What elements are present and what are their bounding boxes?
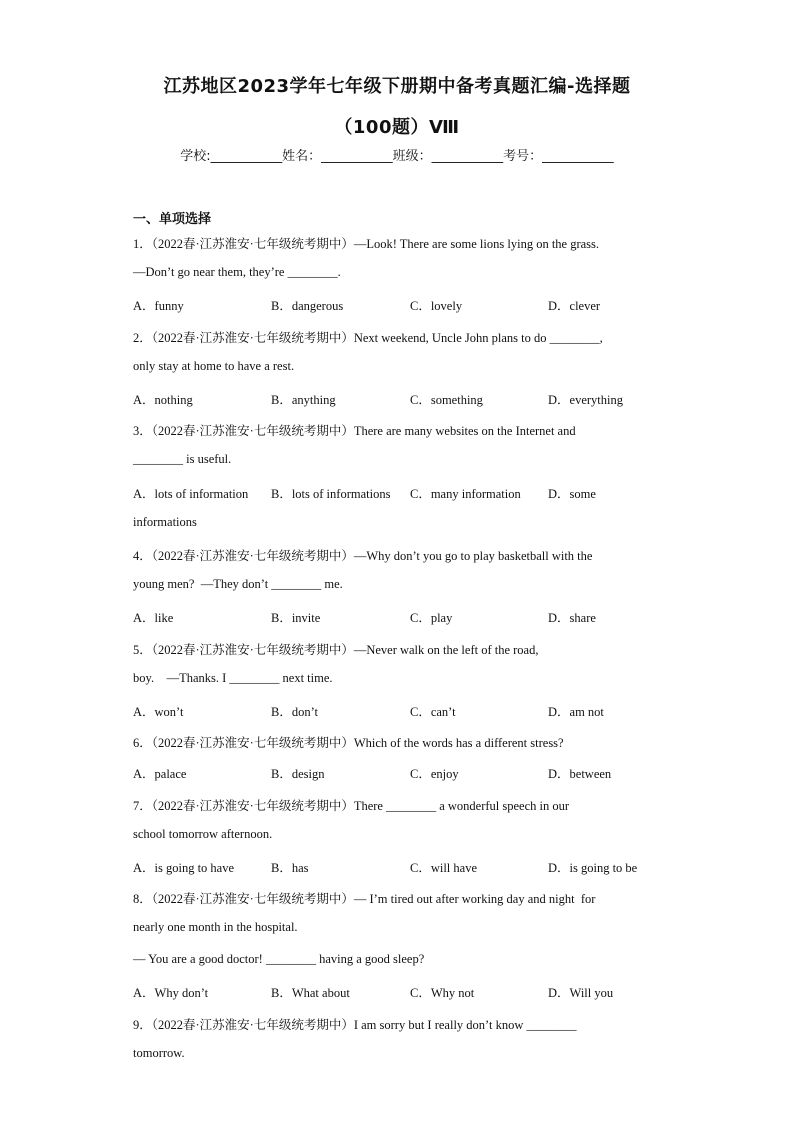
question-4-text: 4．（2022春·江苏淮安·七年级统考期中）—Why don’t you go to play basketball with the	[133, 549, 593, 563]
option-a[interactable]: A．Why don’t	[133, 986, 209, 1000]
section-title: 一、单项选择	[133, 212, 212, 227]
question-1-text: 1．（2022春·江苏淮安·七年级统考期中）—Look! There are some lions lying on the grass.	[133, 237, 600, 251]
option-c[interactable]: C．can’t	[410, 705, 456, 719]
question-3-text: 3．（2022春·江苏淮安·七年级统考期中）There are many websites on the Internet and	[133, 424, 576, 438]
option-a[interactable]: A．is going to have	[133, 861, 235, 875]
question-6-text: 6．（2022春·江苏淮安·七年级统考期中）Which of the words has a different stress?	[133, 736, 564, 750]
question-3-text: ________ is useful.	[133, 452, 232, 466]
question-8-text: — You are a good doctor! ________ having a good sleep?	[133, 952, 425, 966]
question-8-text: nearly one month in the hospital.	[133, 920, 298, 934]
question-8-text: 8．（2022春·江苏淮安·七年级统考期中）— I’m tired out after working day and night for	[133, 892, 596, 906]
option-b[interactable]: B．has	[271, 861, 309, 875]
option-d[interactable]: D．share	[548, 611, 596, 625]
option-d[interactable]: D．between	[548, 767, 612, 781]
option-c[interactable]: C．will have	[410, 861, 478, 875]
question-9-text: tomorrow.	[133, 1046, 185, 1060]
question-1-text: —Don’t go near them, they’re ________.	[133, 265, 341, 279]
option-c[interactable]: C．enjoy	[410, 767, 459, 781]
option-a[interactable]: A．nothing	[133, 393, 193, 407]
option-d[interactable]: D．some	[548, 487, 596, 501]
option-d[interactable]: D．am not	[548, 705, 604, 719]
option-b[interactable]: B．anything	[271, 393, 336, 407]
question-5-text: boy. —Thanks. I ________ next time.	[133, 671, 333, 685]
option-c[interactable]: C．something	[410, 393, 483, 407]
option-a[interactable]: A．palace	[133, 767, 187, 781]
option-c[interactable]: C．lovely	[410, 299, 463, 313]
question-7-text: 7．（2022春·江苏淮安·七年级统考期中）There ________ a wonderful speech in our	[133, 799, 570, 813]
question-7-text: school tomorrow afternoon.	[133, 827, 273, 841]
question-2-text: only stay at home to have a rest.	[133, 359, 295, 373]
question-2-text: 2．（2022春·江苏淮安·七年级统考期中）Next weekend, Uncle John plans to do ________,	[133, 331, 603, 345]
option-b[interactable]: B．don’t	[271, 705, 318, 719]
question-9-text: 9．（2022春·江苏淮安·七年级统考期中）I am sorry but I really don’t know ________	[133, 1018, 577, 1032]
option-b[interactable]: B．invite	[271, 611, 321, 625]
page-subtitle: （100题）Ⅷ	[334, 117, 460, 138]
option-b[interactable]: B．What about	[271, 986, 350, 1000]
option-c[interactable]: C．many information	[410, 487, 521, 501]
page-title: 江苏地区2023学年七年级下册期中备考真题汇编-选择题	[163, 76, 631, 97]
question-5-text: 5．（2022春·江苏淮安·七年级统考期中）—Never walk on the left of the road,	[133, 643, 539, 657]
option-d[interactable]: D．everything	[548, 393, 623, 407]
student-info-line: 学校:___________姓名：___________班级：___________考号：___________	[180, 149, 614, 164]
option-a[interactable]: A．like	[133, 611, 174, 625]
option-a[interactable]: A．won’t	[133, 705, 184, 719]
option-a[interactable]: A．funny	[133, 299, 184, 313]
question-4-text: young men? —They don’t ________ me.	[133, 577, 343, 591]
option-d[interactable]: D．is going to be	[548, 861, 638, 875]
question-3-option-d-continued: informations	[133, 515, 197, 529]
option-b[interactable]: B．lots of informations	[271, 487, 391, 501]
option-b[interactable]: B．design	[271, 767, 325, 781]
option-d[interactable]: D．Will you	[548, 986, 614, 1000]
option-a[interactable]: A．lots of information	[133, 487, 249, 501]
option-d[interactable]: D．clever	[548, 299, 601, 313]
option-c[interactable]: C．Why not	[410, 986, 475, 1000]
option-c[interactable]: C．play	[410, 611, 453, 625]
option-b[interactable]: B．dangerous	[271, 299, 344, 313]
